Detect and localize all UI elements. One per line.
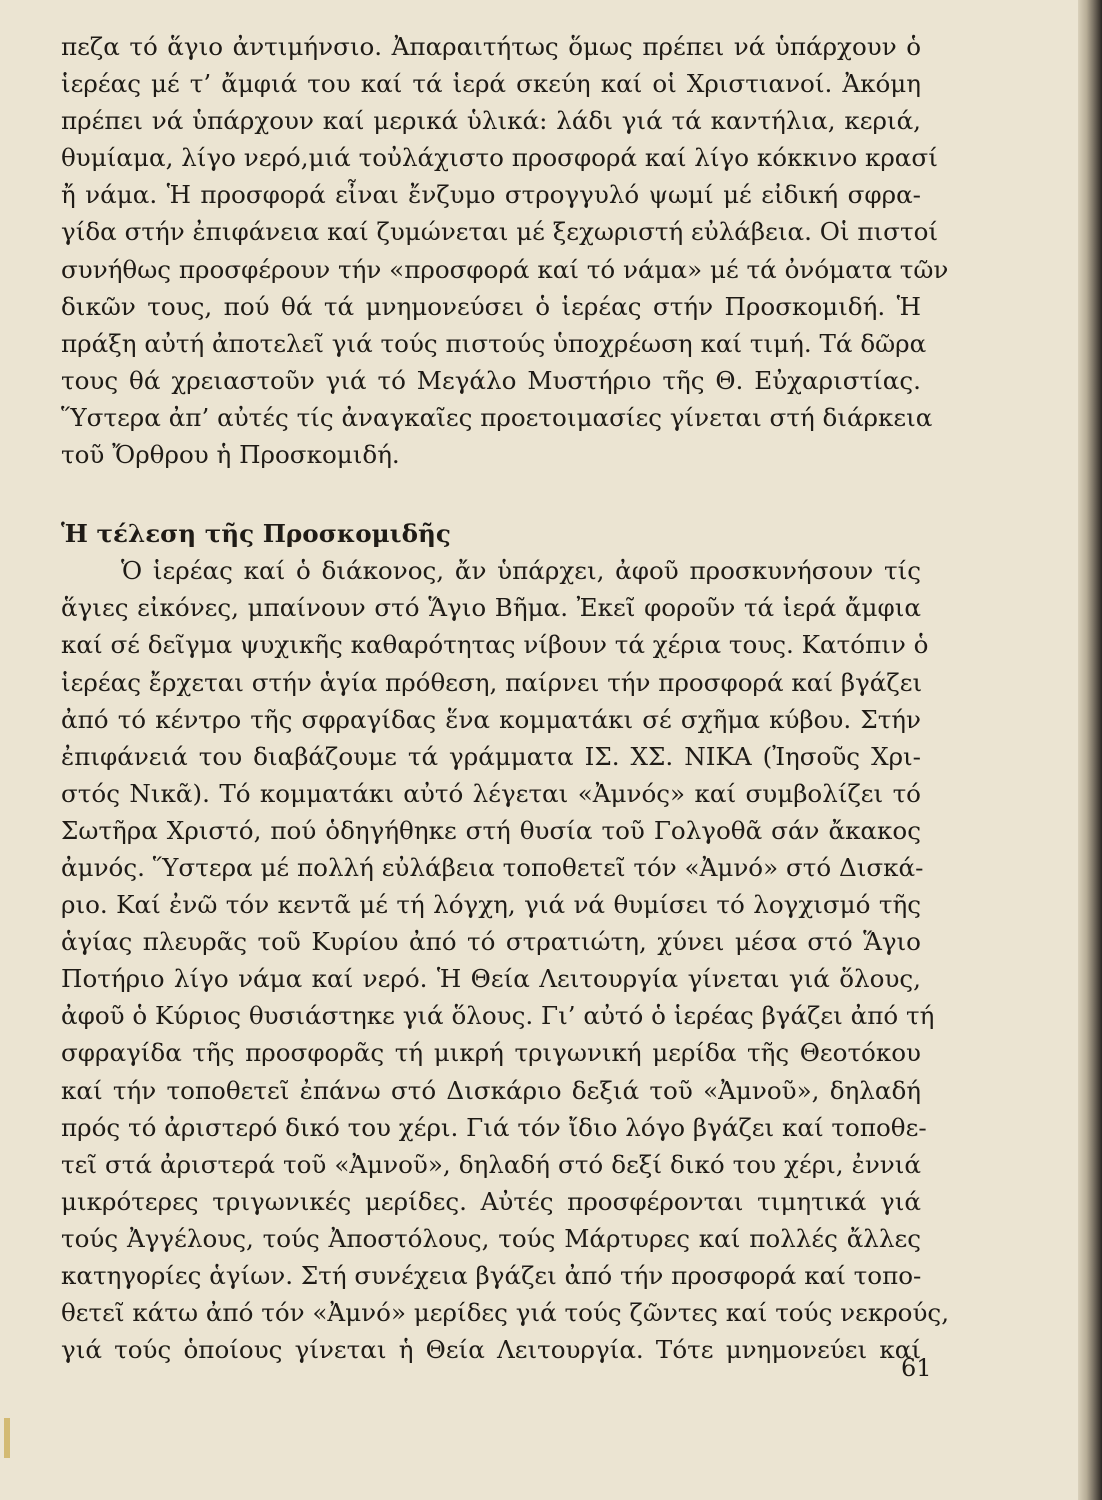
section-heading: Ἡ τέλεση τῆς Προσκομιδῆς (61, 519, 451, 549)
page-edge-shadow (1078, 0, 1102, 1500)
text-line: συνήθως προσφέρουν τήν «προσφορά καί τό νάμα» μέ τά ὀνόματα τῶν (61, 254, 949, 284)
text-line: πρέπει νά ὑπάρχουν καί μερικά ὑλικά: λάδι γιά τά καντήλια, κεριά, (61, 106, 921, 136)
text-line: ἤ νάμα. Ἡ προσφορά εἶναι ἔνζυμο στρογγυλό ψωμί μέ εἰδική σφρα- (61, 180, 921, 210)
text-line: καί τήν τοποθετεῖ ἐπάνω στό Δισκάριο δεξιά τοῦ «Ἀμνοῦ», δηλαδή (61, 1075, 921, 1105)
paper-fleck (4, 1418, 10, 1458)
text-line: γιά τούς ὁποίους γίνεται ἡ Θεία Λειτουργία. Τότε μνημονεύει καί (61, 1335, 921, 1365)
text-line: ἱερέας μέ τ’ ἄμφιά του καί τά ἱερά σκεύη καί οἱ Χριστιανοί. Ἀκόμη (61, 69, 921, 99)
text-line: τούς Ἀγγέλους, τούς Ἀποστόλους, τούς Μάρτυρες καί πολλές ἄλλες (61, 1223, 921, 1253)
text-line: τους θά χρειαστοῦν γιά τό Μεγάλο Μυστήριο τῆς Θ. Εὐχαριστίας. (61, 365, 921, 395)
text-line: μικρότερες τριγωνικές μερίδες. Αὐτές προσφέρονται τιμητικά γιά (61, 1186, 921, 1216)
text-line: θυμίαμα, λίγο νερό,μιά τοὐλάχιστο προσφορά καί λίγο κόκκινο κρασί (61, 143, 938, 173)
text-line: Ὁ ἱερέας καί ὁ διάκονος, ἄν ὑπάρχει, ἀφοῦ προσκυνήσουν τίς (121, 556, 921, 586)
text-line: γίδα στήν ἐπιφάνεια καί ζυμώνεται μέ ξεχωριστή εὐλάβεια. Οἱ πιστοί (61, 217, 939, 247)
text-line: Σωτῆρα Χριστό, πού ὁδηγήθηκε στή θυσία τοῦ Γολγοθᾶ σάν ἄκακος (61, 815, 921, 845)
text-line: Ποτήριο λίγο νάμα καί νερό. Ἡ Θεία Λειτουργία γίνεται γιά ὅλους, (61, 964, 921, 994)
text-line: ἀπό τό κέντρο τῆς σφραγίδας ἕνα κομματάκι σέ σχῆμα κύβου. Στήν (61, 704, 921, 734)
text-line: πρός τό ἀριστερό δικό του χέρι. Γιά τόν ἴδιο λόγο βγάζει καί τοποθε- (61, 1112, 927, 1142)
page-number: 61 (901, 1354, 932, 1382)
text-line: ἁγίας πλευρᾶς τοῦ Κυρίου ἀπό τό στρατιώτη, χύνει μέσα στό Ἅγιο (61, 927, 921, 957)
text-line: τεῖ στά ἀριστερά τοῦ «Ἀμνοῦ», δηλαδή στό δεξί δικό του χέρι, ἐννιά (61, 1149, 921, 1179)
text-line: τοῦ Ὄρθρου ἡ Προσκομιδή. (61, 440, 400, 470)
text-line: καί σέ δεῖγμα ψυχικῆς καθαρότητας νίβουν τά χέρια τους. Κατόπιν ὁ (61, 630, 929, 660)
text-line: στός Νικᾶ). Τό κομματάκι αὐτό λέγεται «Ἀμνός» καί συμβολίζει τό (61, 778, 921, 808)
text-line: θετεῖ κάτω ἀπό τόν «Ἀμνό» μερίδες γιά τούς ζῶντες καί τούς νεκρούς, (61, 1298, 950, 1328)
text-line: σφραγίδα τῆς προσφορᾶς τή μικρή τριγωνική μερίδα τῆς Θεοτόκου (61, 1038, 921, 1068)
text-line: ἐπιφάνειά του διαβάζουμε τά γράμματα ΙΣ. ΧΣ. ΝΙΚΑ (Ἰησοῦς Χρι- (61, 741, 921, 771)
text-line: ριο. Καί ἐνῶ τόν κεντᾶ μέ τή λόγχη, γιά νά θυμίσει τό λογχισμό τῆς (61, 890, 921, 920)
text-line: ἀφοῦ ὁ Κύριος θυσιάστηκε γιά ὅλους. Γι’ αὐτό ὁ ἱερέας βγάζει ἀπό τή (61, 1001, 935, 1031)
text-line: κατηγορίες ἁγίων. Στή συνέχεια βγάζει ἀπό τήν προσφορά καί τοπο- (61, 1261, 922, 1290)
text-line: δικῶν τους, πού θά τά μνημονεύσει ὁ ἱερέας στήν Προσκομιδή. Ἡ (61, 291, 921, 321)
text-line: Ὕστερα ἀπ’ αὐτές τίς ἀναγκαῖες προετοιμασίες γίνεται στή διάρκεια (61, 402, 933, 432)
text-line: ἀμνός. Ὕστερα μέ πολλή εὐλάβεια τοποθετεῖ τόν «Ἀμνό» στό Δισκά- (61, 852, 924, 882)
text-line: πράξη αὐτή ἀποτελεῖ γιά τούς πιστούς ὑποχρέωση καί τιμή. Τά δῶρα (61, 328, 927, 358)
text-line: πεζα τό ἅγιο ἀντιμήνσιο. Ἀπαραιτήτως ὅμως πρέπει νά ὑπάρχουν ὁ (61, 32, 921, 61)
text-line: ἱερέας ἔρχεται στήν ἁγία πρόθεση, παίρνει τήν προσφορά καί βγάζει (61, 667, 923, 697)
text-line: ἅγιες εἰκόνες, μπαίνουν στό Ἅγιο Βῆμα. Ἐκεῖ φοροῦν τά ἱερά ἄμφια (61, 593, 921, 623)
